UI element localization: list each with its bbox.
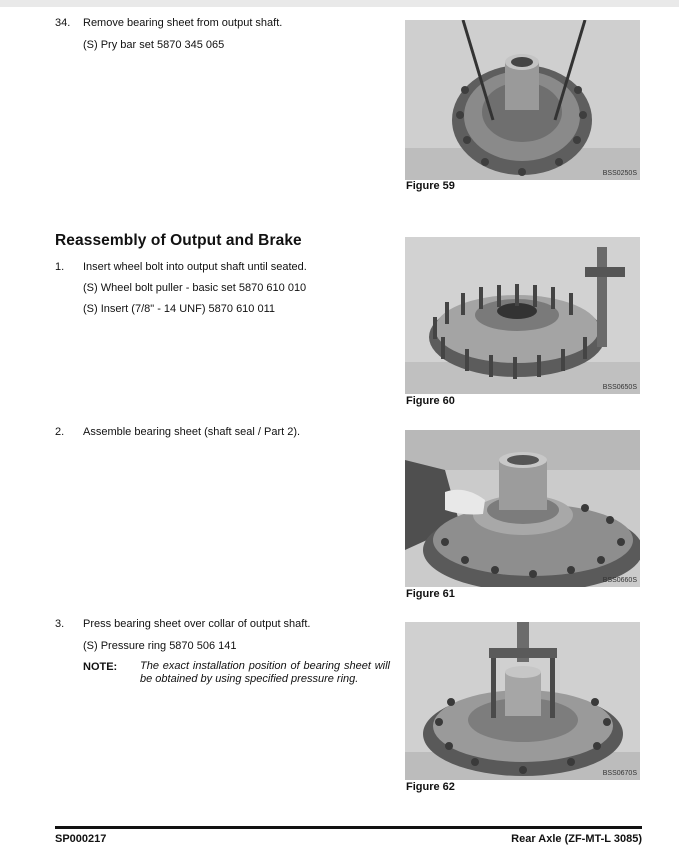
figure-59-code: BSS0250S [602, 170, 637, 177]
step-1-text: Insert wheel bolt into output shaft until seated. [83, 261, 307, 273]
figure-61-label: Figure 61 [406, 588, 455, 600]
footer-rule [55, 826, 642, 829]
footer-section-title: Rear Axle (ZF-MT-L 3085) [511, 833, 642, 845]
figure-61-illustration [405, 430, 640, 587]
step-2-text: Assemble bearing sheet (shaft seal / Part 2). [83, 426, 301, 438]
step-1-number: 1. [55, 261, 65, 273]
step-34-text: Remove bearing sheet from output shaft. [83, 17, 283, 29]
step-3-number: 3. [55, 618, 65, 630]
step-3-text: Press bearing sheet over collar of output shaft. [83, 618, 311, 630]
step-3-tool: (S) Pressure ring 5870 506 141 [83, 640, 237, 652]
figure-62-illustration [405, 622, 640, 780]
step-34-number: 34. [55, 17, 71, 29]
figure-59-photo [405, 20, 640, 180]
note-text: The exact installation position of bearing sheet will be obtained by using specified pressure ring. [140, 660, 390, 685]
step-2-number: 2. [55, 426, 65, 438]
figure-61-code: BSS0660S [602, 577, 637, 584]
figure-59-illustration [405, 20, 640, 180]
figure-60-code: BSS0650S [602, 384, 637, 391]
step-1-tool-2: (S) Insert (7/8" - 14 UNF) 5870 610 011 [83, 303, 276, 315]
figure-62-photo [405, 622, 640, 780]
figure-62-code: BSS0670S [602, 770, 637, 777]
figure-60-label: Figure 60 [406, 395, 455, 407]
page-top-edge [0, 0, 679, 7]
step-1-tool-1: (S) Wheel bolt puller - basic set 5870 610 010 [83, 282, 307, 294]
figure-59-label: Figure 59 [406, 180, 455, 192]
figure-60-illustration [405, 237, 640, 394]
note-label: NOTE: [83, 661, 118, 673]
figure-62-label: Figure 62 [406, 781, 455, 793]
figure-60-photo [405, 237, 640, 394]
figure-61-photo [405, 430, 640, 587]
step-34-tool: (S) Pry bar set 5870 345 065 [83, 39, 225, 51]
section-title: Reassembly of Output and Brake [55, 232, 302, 249]
footer-doc-id: SP000217 [55, 833, 107, 845]
